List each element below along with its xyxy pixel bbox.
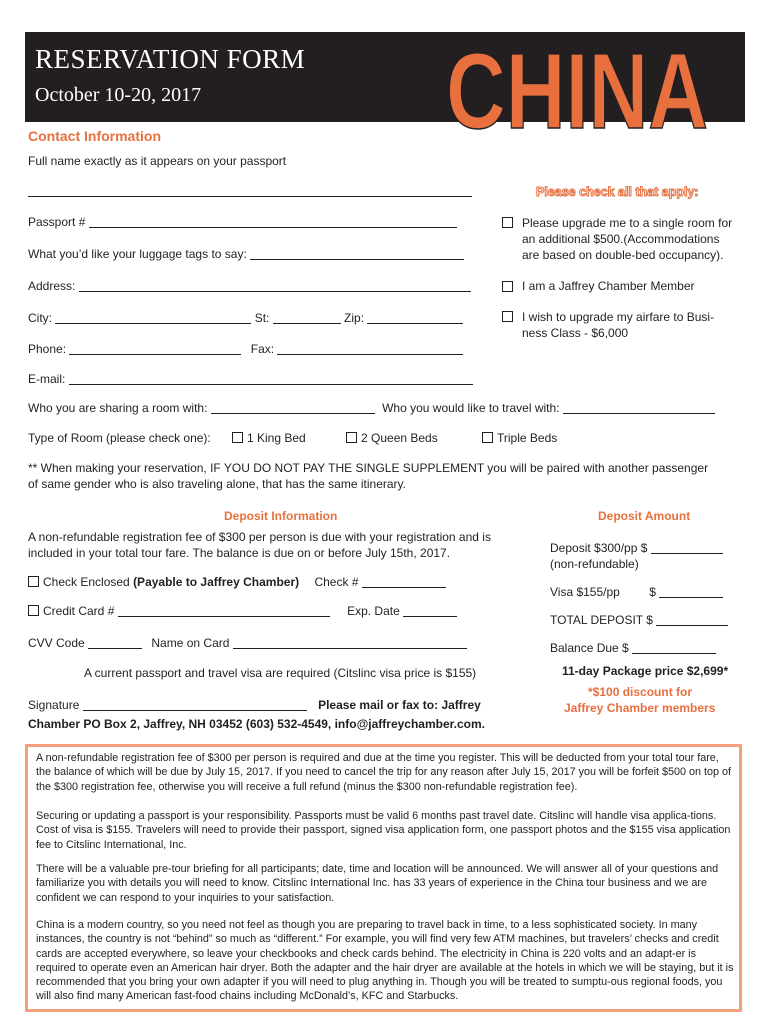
address-field[interactable] <box>79 279 471 292</box>
passport-visa-note: A current passport and travel visa are required (Citslinc visa price is $155) <box>84 666 477 680</box>
supplement-note-2: of same gender who is also traveling alone, that has the same itinerary. <box>28 477 406 491</box>
credit-card-label: Credit Card # <box>43 604 115 618</box>
deposit-line-2: included in your total tour fare. The balance is due on or before July 15th, 2017. <box>28 546 451 560</box>
supplement-note-1: ** When making your reservation, IF YOU DO NOT PAY THE SINGLE SUPPLEMENT you will be paired with another passenger <box>28 461 709 475</box>
checkbox-triple[interactable] <box>482 432 493 443</box>
cvv-row <box>28 636 467 650</box>
deposit-pp-field[interactable] <box>651 541 723 554</box>
room-option-king[interactable]: 1 King Bed <box>232 431 306 445</box>
address-row <box>28 279 471 293</box>
check-enclosed-label: Check Enclosed <box>43 575 130 589</box>
checkbox-queen[interactable] <box>346 432 357 443</box>
discount-line-2: Jaffrey Chamber members <box>564 701 716 715</box>
checkbox-king[interactable] <box>232 432 243 443</box>
phone-label: Phone: <box>28 342 67 356</box>
logo-text: CHINA <box>446 30 708 151</box>
name-on-card-label: Name on Card <box>151 636 230 650</box>
phone-field[interactable] <box>69 342 241 355</box>
signature-label: Signature <box>28 698 80 712</box>
contact-heading: Contact Information <box>28 128 161 144</box>
non-refundable-label: (non-refundable) <box>550 557 639 571</box>
china-logo <box>442 28 712 151</box>
member-text: I am a Jaffrey Chamber Member <box>522 279 695 293</box>
terms-paragraph-4: China is a modern country, so you need not feel as though you are preparing to travel back in time, to a less sophisticated society. In many instances, the country is not “behind” so much as “different.” For example, you will find very few ATM machines, but travelers’ checks and credit cards are accepted everywhere, so leave your checkbooks and check cards behind. The electricity in China is 220 volts and an adapt-er is required to operate even an American hair dryer. Both the adapter and the hair dryer are available at the hotels in which we will be staying, but it is recommended that you bring your own adapter if you will need to plug anything in. Though you will be treated to sumptu-ous regional foods, you will also find many American fast-food chains including McDonald’s, KFC and Starbucks. <box>36 919 734 1003</box>
zip-field[interactable] <box>367 311 463 324</box>
terms-paragraph-1: A non-refundable registration fee of $300 per person is required and due at the time you register. This will be deducted from your total tour fare, the balance of which will be due by July 15, 2017. If you need to cancel the trip for any reason after July 15, 2017 you will be forfeit $500 on top of the $300 registration fee, otherwise you will receive a full refund (minus the $300 non-refundable registration fee). <box>36 752 732 793</box>
email-field[interactable] <box>69 372 473 385</box>
email-row <box>28 372 473 386</box>
full-name-field[interactable] <box>28 184 472 198</box>
name-on-card-field[interactable] <box>233 636 467 649</box>
check-number-field[interactable] <box>362 575 446 588</box>
visa-row: Visa $155/pp $ <box>550 585 723 599</box>
check-row <box>28 575 446 589</box>
upgrade-room-text: Please upgrade me to a single room for an additional $500.(Accommodations are based on double-bed occupancy). <box>522 216 733 262</box>
checkbox-check-enclosed[interactable] <box>28 576 39 587</box>
exp-date-label: Exp. Date <box>347 604 400 618</box>
total-row <box>550 613 728 627</box>
discount-line-1: *$100 discount for <box>588 685 693 699</box>
checkbox-credit-card[interactable] <box>28 605 39 616</box>
room-option-triple[interactable]: Triple Beds <box>482 431 557 445</box>
total-deposit-label: TOTAL DEPOSIT $ <box>550 613 653 627</box>
signature-row <box>28 698 481 712</box>
room-option-queen[interactable]: 2 Queen Beds <box>346 431 438 445</box>
sharing-label: Who you are sharing a room with: <box>28 401 208 415</box>
terms-paragraph-3: There will be a valuable pre-tour briefing for all participants; date, time and location will be announced. We will answer all of your questions and familiarize you with details you will need to know. Citslinc International Inc. has 33 years of experience in the China tour business and we are confident we can respond to your inquiries to your satisfaction. <box>36 863 719 904</box>
checkbox-member[interactable] <box>502 281 513 292</box>
state-field[interactable] <box>273 311 341 324</box>
visa-field[interactable] <box>659 585 723 598</box>
mail-to-line-1: Please mail or fax to: Jaffrey <box>318 698 481 712</box>
exp-date-field[interactable] <box>403 604 457 617</box>
luggage-row <box>28 247 464 261</box>
check-number-label: Check # <box>314 575 359 589</box>
deposit-line-1: A non-refundable registration fee of $300 per person is due with your registration and is <box>28 530 491 544</box>
checkbox-upgrade-air[interactable] <box>502 311 513 322</box>
terms-box <box>25 744 742 1012</box>
apply-heading: Please check all that apply: <box>536 185 699 199</box>
sharing-row <box>28 401 715 415</box>
payable-to-label: (Payable to Jaffrey Chamber) <box>133 575 300 589</box>
city-field[interactable] <box>55 311 251 324</box>
visa-label: Visa $155/pp <box>550 585 620 599</box>
fax-label: Fax: <box>250 342 275 356</box>
balance-row <box>550 641 716 655</box>
luggage-field[interactable] <box>250 247 464 260</box>
total-deposit-field[interactable] <box>656 613 728 626</box>
cvv-label: CVV Code <box>28 636 85 650</box>
page-title: RESERVATION FORM <box>35 44 306 74</box>
email-label: E-mail: <box>28 372 66 386</box>
balance-due-label: Balance Due $ <box>550 641 629 655</box>
travel-with-label: Who you would like to travel with: <box>382 401 560 415</box>
travel-with-field[interactable] <box>563 401 715 414</box>
address-label: Address: <box>28 279 76 293</box>
city-label: City: <box>28 311 52 325</box>
deposit-amount-heading: Deposit Amount <box>598 509 691 523</box>
phone-row <box>28 342 463 356</box>
cvv-field[interactable] <box>88 636 142 649</box>
sharing-field[interactable] <box>211 401 375 414</box>
deposit-pp-row <box>550 541 723 555</box>
passport-label: Passport # <box>28 215 86 229</box>
credit-card-row <box>28 604 457 618</box>
passport-row <box>28 215 457 229</box>
full-name-label: Full name exactly as it appears on your passport <box>28 154 287 168</box>
balance-due-field[interactable] <box>632 641 716 654</box>
upgrade-air-text: I wish to upgrade my airfare to Busi- ness Class - $6,000 <box>522 310 715 340</box>
signature-field[interactable] <box>83 698 307 711</box>
checkbox-upgrade-room[interactable] <box>502 217 513 228</box>
luggage-label: What you’d like your luggage tags to say: <box>28 247 247 261</box>
deposit-info-heading: Deposit Information <box>224 509 338 523</box>
deposit-pp-label: Deposit $300/pp $ <box>550 541 648 555</box>
mail-to-line-2: Chamber PO Box 2, Jaffrey, NH 03452 (603) 532-4549, info@jaffreychamber.com. <box>28 717 486 731</box>
package-price: 11-day Package price $2,699* <box>562 664 729 678</box>
terms-paragraph-2: Securing or updating a passport is your responsibility. Passports must be valid 6 months past travel date. Citslinc will handle visa applica-tions. Cost of visa is $155. Travelers will need to provide their passport, signed visa application form, one passport photos and the $155 visa application fee to Citslinc International, Inc. <box>36 810 731 851</box>
city-row <box>28 311 463 325</box>
credit-card-field[interactable] <box>118 604 330 617</box>
fax-field[interactable] <box>277 342 463 355</box>
state-label: St: <box>254 311 270 325</box>
zip-label: Zip: <box>344 311 365 325</box>
passport-field[interactable] <box>89 215 457 228</box>
event-dates: October 10-20, 2017 <box>35 84 202 106</box>
room-type-label: Type of Room (please check one): <box>28 431 211 445</box>
